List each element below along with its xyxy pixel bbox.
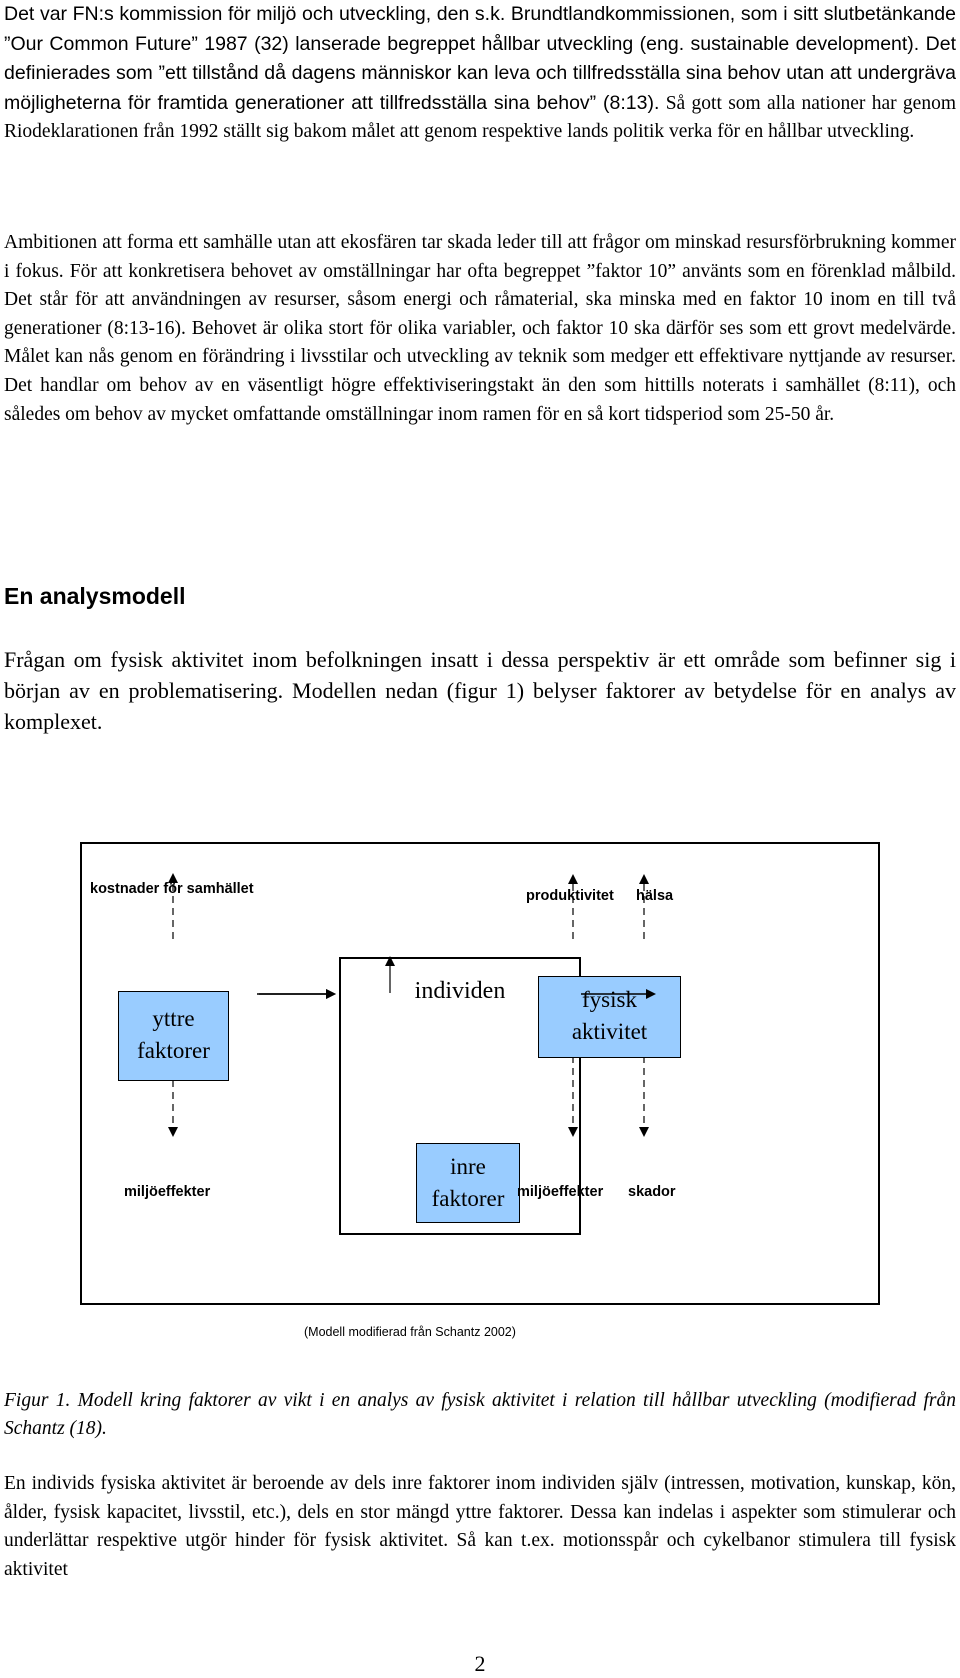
paragraph-brundtland-serif-part: Så gott som alla nationer har genom Riodeklarationen från 1992 ställt sig bakom målet att genom respektive lands politik verka för en hållbar utveckling. [4,92,956,143]
paragraph-factor-10: Ambitionen att forma ett samhälle utan att ekosfären tar skada leder till att frågor om minskad resursförbrukning kommer i fokus. För att konkretisera behovet av omställningar har ofta begreppet ”faktor 10” använts som en förenklad målbild. Det står för att användningen av resurser, såsom energi och råmaterial, ska minska med en faktor 10 inom en till två generationer (8:13-16). Behovet är olika stort för olika variabler, och faktor 10 ska därför ses som ett grovt medelvärde. Målet kan nås genom en förändring i livsstilar och utveckling av teknik som medger ett effektivare nyttjande av resurser. Det handlar om behov av en väsentligt högre effektiviseringstakt än den som hittills noterats i samhället (8:11), och således om behov av mycket omfattande omställningar inom ramen för en så kort tidsperiod som 25-50 år. [4,232,956,425]
page-number: 2 [474,1651,486,1676]
analysis-model-figure [80,842,880,1305]
box-physical-activity-line-1: fysisk [582,987,637,1012]
box-inner-factors [416,1143,520,1223]
label-env-effects-left: miljöeffekter [124,1184,211,1200]
label-injuries: skador [628,1184,676,1200]
box-outer-factors [118,991,229,1081]
figure-source-note: (Modell modifierad från Schantz 2002) [304,1325,516,1339]
label-health: hälsa [636,888,674,904]
box-physical-activity [538,976,681,1058]
paragraph-analysis-intro: Frågan om fysisk aktivitet inom befolkningen insatt i dessa perspektiv är ett område som befinner sig i början av en problematisering. Modellen nedan (figur 1) belyser faktorer av betydelse för en analys av komplexet. [4,647,956,734]
box-inner-factors-line-1: inre [450,1154,486,1179]
label-individual: individen [414,978,506,1004]
box-outer-factors-line-2: faktorer [137,1038,210,1063]
paragraph-individual-activity: En individs fysiska aktivitet är beroende av dels inre faktorer inom individen själv (intressen, motivation, kunskap, kön, ålder, fysisk kapacitet, livsstil, etc.), dels en stor mängd yttre faktorer. Dessa kan indelas i aspekter som stimulerar och underlättar respektive utgör hinder för fysisk aktivitet. Så kan t.ex. motionsspår och cykelbanor stimulera till fysisk aktivitet [4,1473,956,1580]
section-heading: En analysmodell [4,583,186,609]
label-productivity: produktivitet [526,888,614,904]
paragraph-brundtland [4,0,956,147]
box-inner-factors-line-2: faktorer [431,1186,505,1211]
box-physical-activity-line-2: aktivitet [571,1019,648,1044]
label-env-effects-right: miljöeffekter [517,1184,604,1200]
paragraph-brundtland-sans-part: Det var FN:s kommission för miljö och utveckling, den s.k. Brundtlandkommissionen, som i sitt slutbetänkande ”Our Common Future” 1987 (32) lanserade begreppet hållbar utveckling (eng. sustainable development). Det definierades som ”ett tillstånd då dagens människor kan leva och tillfredsställa sina behov utan att undergräva möjligheterna för framtida generationer att tillfredsställa sina behov” (8:13). [4,3,956,114]
figure-caption: Figur 1. Modell kring faktorer av vikt i en analys av fysisk aktivitet i relation till hållbar utveckling (modifierad från Schantz (18). [4,1390,956,1439]
label-cost-to-society: kostnader för samhället [90,881,254,897]
box-outer-factors-line-1: yttre [152,1006,195,1031]
